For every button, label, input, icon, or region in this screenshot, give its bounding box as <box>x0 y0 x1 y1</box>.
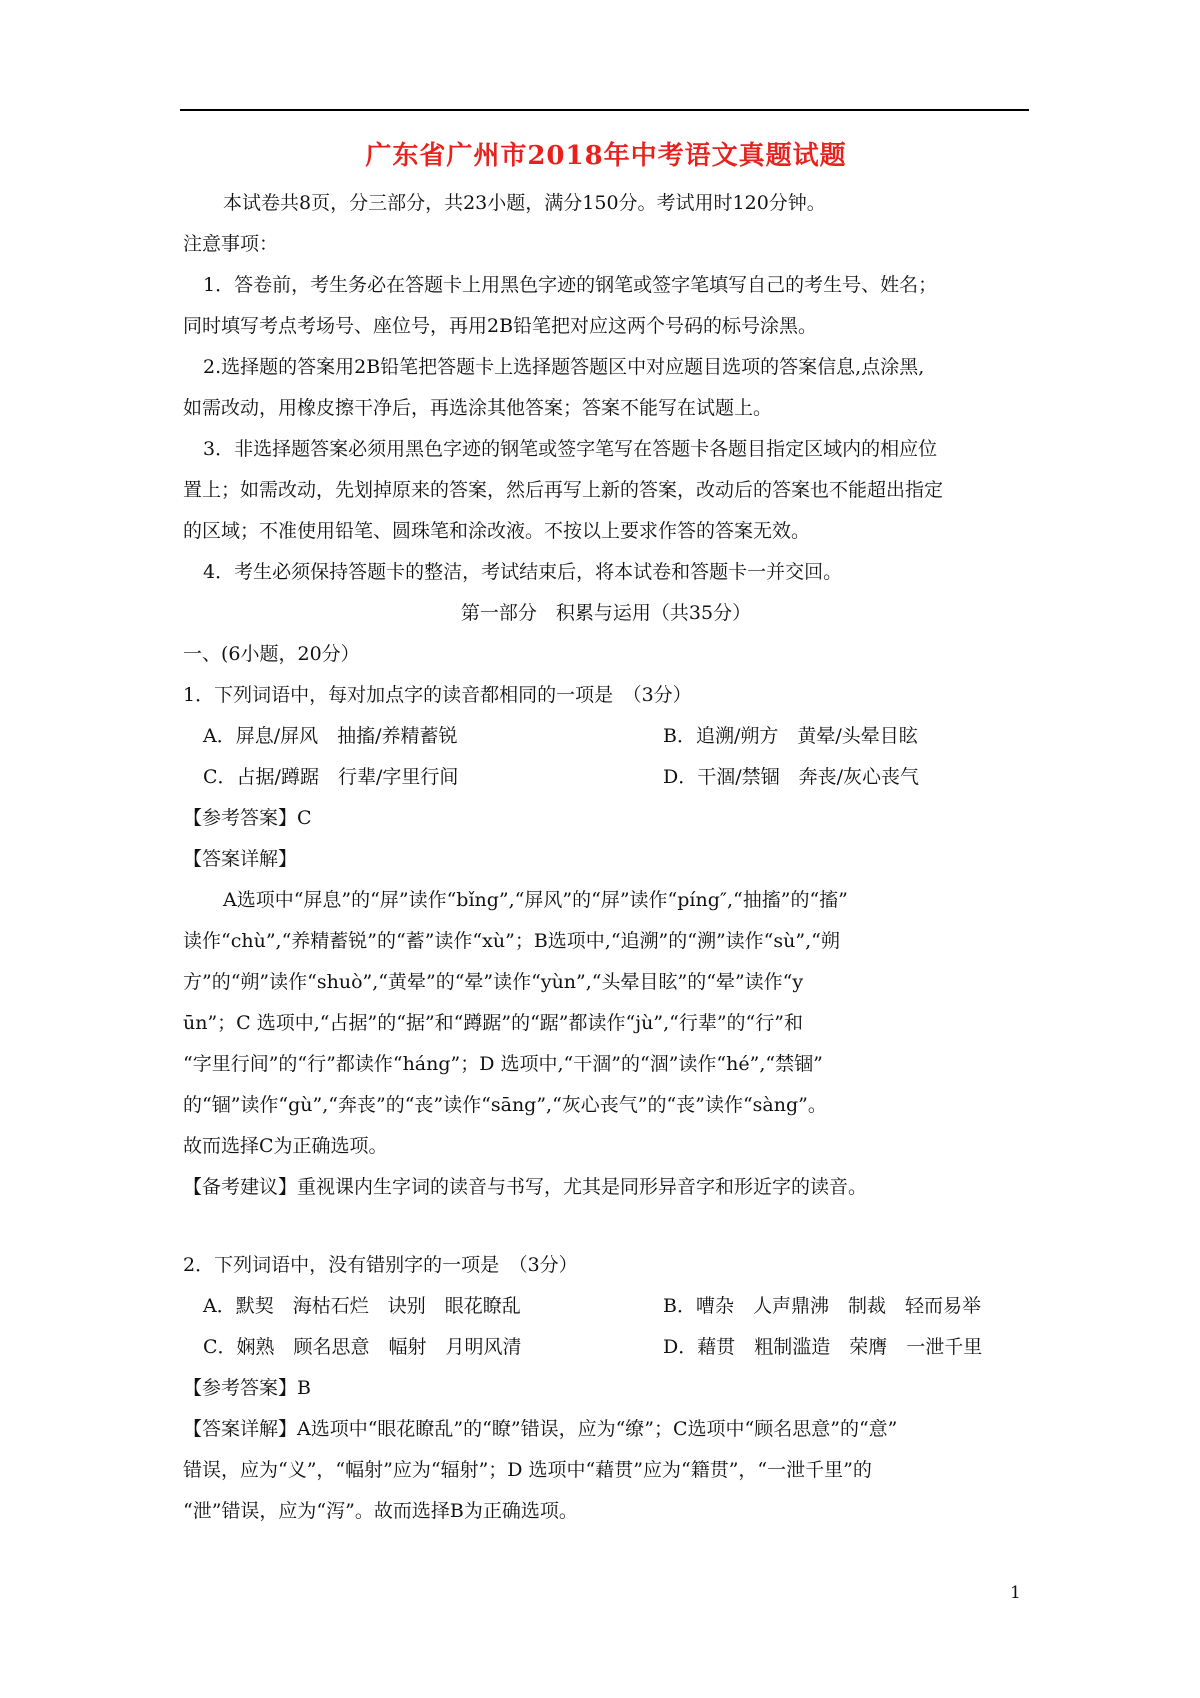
part-heading: 第一部分 积累与运用（共35分） <box>460 602 752 624</box>
question-2-stem: 2．下列词语中，没有错别字的一项是 （3分） <box>183 1254 578 1276</box>
notice-line: 同时填写考点考场号、座位号，再用2B铅笔把对应这两个号码的标号涂黑。 <box>183 315 818 337</box>
question-1-detail-line: 方”的“朔”读作“shuò”,“黄晕”的“晕”读作“yùn”,“头晕目眩”的“晕”读作“y <box>183 971 804 993</box>
question-1-detail-line: ūn”；C 选项中,“占据”的“据”和“蹲踞”的“踞”都读作“jù”,“行辈”的“行”和 <box>183 1012 803 1034</box>
notice-line: 如需改动，用橡皮擦干净后，再选涂其他答案；答案不能写在试题上。 <box>183 397 773 419</box>
option-b: B．追溯/朔方 黄晕/头晕目眩 <box>663 725 918 747</box>
option-a: A．默契 海枯石烂 诀别 眼花瞭乱 <box>203 1295 521 1317</box>
option-c: C．占据/蹲踞 行辈/字里行间 <box>203 766 459 788</box>
document-title: 广东省广州市2018年中考语文真题试题 <box>365 141 847 171</box>
intro-text: 本试卷共8页，分三部分，共23小题，满分150分。考试用时120分钟。 <box>223 192 826 214</box>
spacer <box>183 1208 1029 1245</box>
option-d: D．干涸/禁锢 奔丧/灰心丧气 <box>663 766 920 788</box>
question-1-detail-line: 故而选择C为正确选项。 <box>183 1135 388 1157</box>
question-2-options-row <box>183 1327 1029 1368</box>
notice-line: 4．考生必须保持答题卡的整洁，考试结束后，将本试卷和答题卡一并交回。 <box>203 561 843 583</box>
question-2-detail-line: “泄”错误，应为“泻”。故而选择B为正确选项。 <box>183 1500 578 1522</box>
question-2-detail-line: 【答案详解】A选项中“眼花瞭乱”的“瞭”错误，应为“缭”；C选项中“顾名思意”的“意” <box>183 1418 898 1440</box>
question-1-detail-line: 的“锢”读作“gù”,“奔丧”的“丧”读作“sāng”,“灰心丧气”的“丧”读作“sàng”。 <box>183 1094 827 1116</box>
question-1-stem: 1．下列词语中，每对加点字的读音都相同的一项是 （3分） <box>183 684 692 706</box>
question-1-answer: 【参考答案】C <box>183 807 312 829</box>
question-2-options-row <box>183 1286 1029 1327</box>
question-1-detail-line: “字里行间”的“行”都读作“háng”；D 选项中,“干涸”的“涸”读作“hé”,“禁锢” <box>183 1053 823 1075</box>
question-2-detail-line: 错误，应为“义”，“幅射”应为“辐射”；D 选项中“藉贯”应为“籍贯”，“一泄千里”的 <box>183 1459 872 1481</box>
question-1-detail-line: 读作“chù”,“养精蓄锐”的“蓄”读作“xù”；B选项中,“追溯”的“溯”读作“sù”,“朔 <box>183 930 840 952</box>
page-number: 1 <box>1010 1583 1021 1603</box>
notice-line: 的区域；不准使用铅笔、圆珠笔和涂改液。不按以上要求作答的答案无效。 <box>183 520 811 542</box>
option-b: B．嘈杂 人声鼎沸 制裁 轻而易举 <box>663 1295 981 1317</box>
header-rule <box>180 109 1029 111</box>
notice-line: 2.选择题的答案用2B铅笔把答题卡上选择题答题区中对应题目选项的答案信息,点涂黑, <box>203 356 925 378</box>
notice-heading: 注意事项： <box>183 233 279 255</box>
notice-line: 1．答卷前，考生务必在答题卡上用黑色字迹的钢笔或签字笔填写自己的考生号、姓名； <box>203 274 938 296</box>
option-d: D．藉贯 粗制滥造 荣膺 一泄千里 <box>663 1336 983 1358</box>
document-body <box>183 134 1029 1532</box>
section-heading: 一、(6小题，20分） <box>183 643 360 665</box>
question-1-options-row <box>183 716 1029 757</box>
question-2-answer: 【参考答案】B <box>183 1377 311 1399</box>
question-1-detail-line: A选项中“屏息”的“屏”读作“bǐng”,“屏风”的“屏”读作“píng″,“抽搐”的“搐” <box>223 889 848 911</box>
question-1-detail-heading: 【答案详解】 <box>183 848 298 870</box>
option-a: A．屏息/屏风 抽搐/养精蓄锐 <box>203 725 458 747</box>
notice-line: 3．非选择题答案必须用黑色字迹的钢笔或签字笔写在答题卡各题目指定区域内的相应位 <box>203 438 938 460</box>
option-c: C．娴熟 顾名思意 幅射 月明风清 <box>203 1336 522 1358</box>
question-1-options-row <box>183 757 1029 798</box>
question-1-suggestion: 【备考建议】重视课内生字词的读音与书写，尤其是同形异音字和形近字的读音。 <box>183 1176 868 1198</box>
notice-line: 置上；如需改动，先划掉原来的答案，然后再写上新的答案，改动后的答案也不能超出指定 <box>183 479 944 501</box>
